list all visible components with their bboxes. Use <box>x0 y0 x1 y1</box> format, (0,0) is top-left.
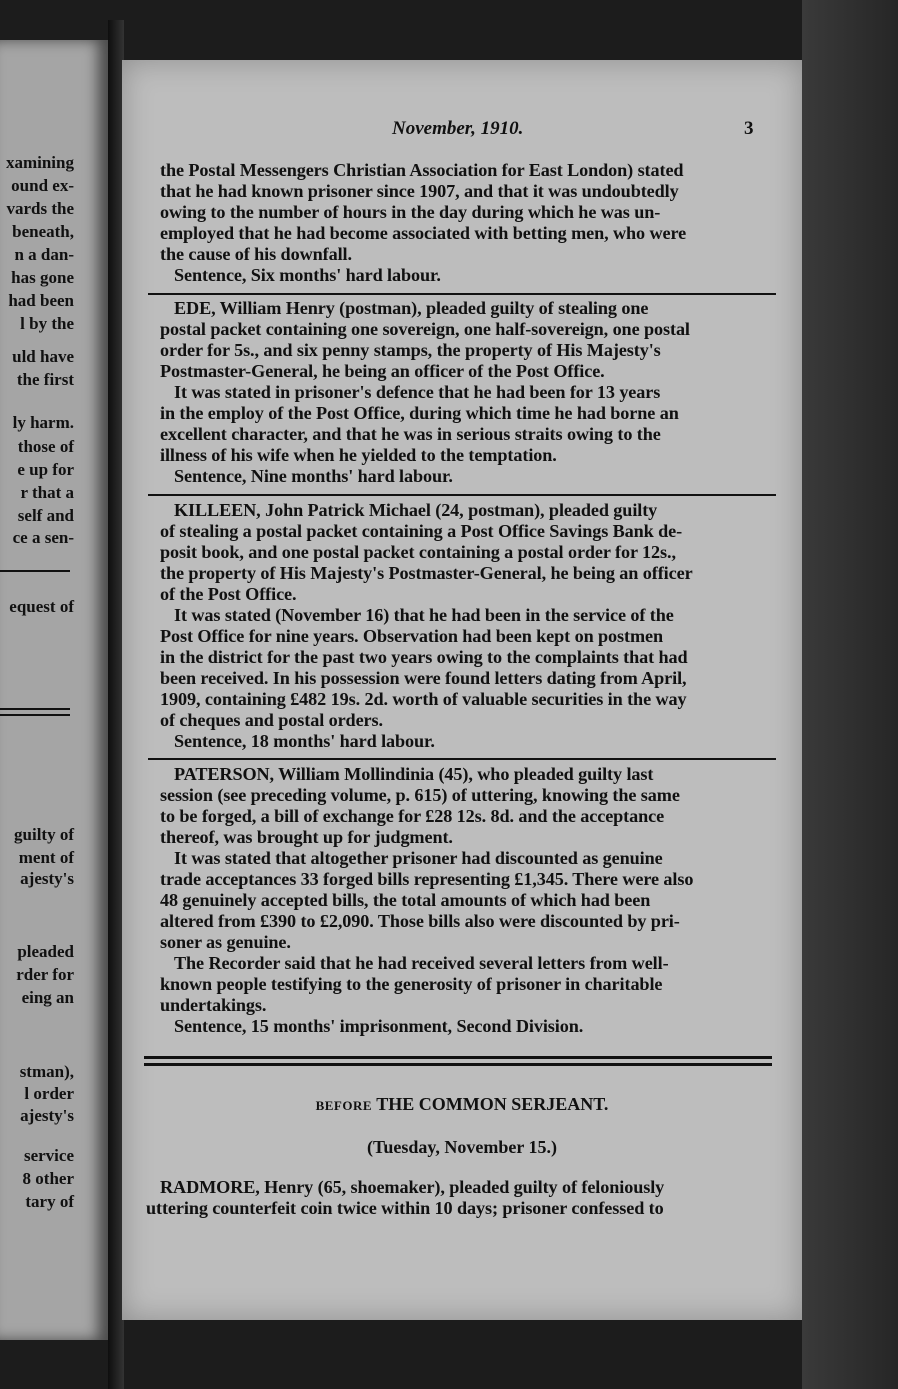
sentence-line: Sentence, 18 months' hard labour. <box>174 731 435 751</box>
case-divider <box>148 293 776 295</box>
text-line: thereof, was brought up for judgment. <box>160 827 453 847</box>
text-line: It was stated in prisoner's defence that he had been for 13 years <box>174 382 661 402</box>
left-fragment: had been <box>8 291 74 310</box>
text-line: session (see preceding volume, p. 615) of uttering, knowing the same <box>160 785 680 805</box>
left-fragment: 8 other <box>22 1169 74 1188</box>
section-double-rule-bottom <box>144 1063 772 1066</box>
text-line: in the employ of the Post Office, during which time he had borne an <box>160 403 679 423</box>
left-fragment: stman), <box>19 1062 74 1081</box>
text-line: It was stated (November 16) that he had been in the service of the <box>174 605 674 625</box>
text-line: of the Post Office. <box>160 584 297 604</box>
text-line: PATERSON, William Mollindinia (45), who pleaded guilty last <box>174 764 654 784</box>
text-line: posit book, and one postal packet containing a postal order for 12s., <box>160 542 676 562</box>
page-number: 3 <box>744 118 754 139</box>
left-fragment: eing an <box>21 988 74 1007</box>
left-rule <box>0 570 70 572</box>
text-line: of stealing a postal packet containing a Post Office Savings Bank de- <box>160 521 683 541</box>
text-line: illness of his wife when he yielded to the temptation. <box>160 445 557 465</box>
left-fragment: self and <box>17 506 74 525</box>
left-fragment: ajesty's <box>20 869 74 888</box>
sentence-line: Sentence, 15 months' imprisonment, Second Division. <box>174 1016 584 1036</box>
sentence-line: Sentence, Nine months' hard labour. <box>174 466 453 486</box>
text-line: EDE, William Henry (postman), pleaded guilty of stealing one <box>174 298 649 318</box>
text-line: trade acceptances 33 forged bills representing £1,345. There were also <box>160 869 694 889</box>
case-killeen <box>160 500 776 752</box>
section-heading <box>122 1094 802 1115</box>
running-title: November, 1910. <box>392 118 524 139</box>
text-line: order for 5s., and six penny stamps, the property of His Majesty's <box>160 340 661 360</box>
section-date: (Tuesday, November 15.) <box>366 1137 557 1157</box>
court-name: THE COMMON SERJEANT. <box>376 1094 609 1114</box>
text-line: owing to the number of hours in the day during which he was un- <box>160 202 661 222</box>
left-fragment: vards the <box>6 199 74 218</box>
text-line: It was stated that altogether prisoner had discounted as genuine <box>174 848 663 868</box>
left-fragment: tary of <box>25 1192 74 1211</box>
text-line: the property of His Majesty's Postmaster-General, he being an officer <box>160 563 693 583</box>
left-fragment: has gone <box>11 268 74 287</box>
left-fragment: ajesty's <box>20 1106 74 1125</box>
left-fragment: n a dan- <box>14 245 74 264</box>
left-fragment: those of <box>17 437 74 456</box>
left-fragment: rder for <box>16 965 74 984</box>
case-divider <box>148 494 776 496</box>
left-fragment: l order <box>24 1084 74 1103</box>
left-fragment: e up for <box>17 460 74 479</box>
dark-background <box>802 0 898 1389</box>
text-line: altered from £390 to £2,090. Those bills also were discounted by pri- <box>160 911 680 931</box>
left-fragment: beneath, <box>12 222 74 241</box>
case-paterson <box>160 764 776 1037</box>
left-rule <box>0 714 70 716</box>
text-line: to be forged, a bill of exchange for £28 12s. 8d. and the acceptance <box>160 806 665 826</box>
left-fragment: the first <box>16 370 74 389</box>
page <box>122 60 802 1320</box>
continuation-text <box>160 160 776 286</box>
text-line: The Recorder said that he had received several letters from well- <box>174 953 669 973</box>
left-rule <box>0 708 70 710</box>
left-fragment: ly harm. <box>12 413 74 432</box>
text-line: undertakings. <box>160 995 267 1015</box>
left-fragment: r that a <box>20 483 74 502</box>
text-line: that he had known prisoner since 1907, and that it was undoubtedly <box>160 181 679 201</box>
text-line: known people testifying to the generosity of prisoner in charitable <box>160 974 663 994</box>
text-line: Postmaster-General, he being an officer of the Post Office. <box>160 361 605 381</box>
text-line: been received. In his possession were found letters dating from April, <box>160 668 687 688</box>
left-fragment: xamining <box>5 153 74 172</box>
left-fragment: l by the <box>20 314 74 333</box>
text-line: employed that he had become associated with betting men, who were <box>160 223 687 243</box>
text-line: soner as genuine. <box>160 932 291 952</box>
text-line: 1909, containing £482 19s. 2d. worth of valuable securities in the way <box>160 689 687 709</box>
text-line: 48 genuinely accepted bills, the total amounts of which had been <box>160 890 651 910</box>
case-radmore <box>146 1177 762 1219</box>
case-ede <box>160 298 776 487</box>
before-word: BEFORE <box>315 1098 373 1113</box>
text-line: excellent character, and that he was in serious straits owing to the <box>160 424 661 444</box>
text-line: of cheques and postal orders. <box>160 710 383 730</box>
text-line: Post Office for nine years. Observation had been kept on postmen <box>160 626 664 646</box>
section-double-rule-top <box>144 1056 772 1059</box>
text-line: in the district for the past two years owing to the complaints that had <box>160 647 688 667</box>
text-line: the Postal Messengers Christian Association for East London) stated <box>160 160 684 180</box>
left-fragment: uld have <box>12 347 74 366</box>
text-line: the cause of his downfall. <box>160 244 352 264</box>
text-line: RADMORE, Henry (65, shoemaker), pleaded guilty of feloniously <box>160 1177 665 1197</box>
left-fragment: equest of <box>9 597 74 616</box>
left-fragment: ment of <box>18 848 74 867</box>
left-fragment: guilty of <box>14 825 74 844</box>
left-fragment: service <box>23 1146 74 1165</box>
left-fragment: ce a sen- <box>12 528 74 547</box>
left-fragment: ound ex- <box>11 176 74 195</box>
case-divider <box>148 758 776 760</box>
text-line: uttering counterfeit coin twice within 10 days; prisoner confessed to <box>146 1198 664 1218</box>
text-line: KILLEEN, John Patrick Michael (24, postman), pleaded guilty <box>174 500 658 520</box>
left-fragment: pleaded <box>17 942 74 961</box>
text-line: postal packet containing one sovereign, one half-sovereign, one postal <box>160 319 690 339</box>
left-page-edge <box>0 40 108 1340</box>
sentence-line: Sentence, Six months' hard labour. <box>174 265 441 285</box>
